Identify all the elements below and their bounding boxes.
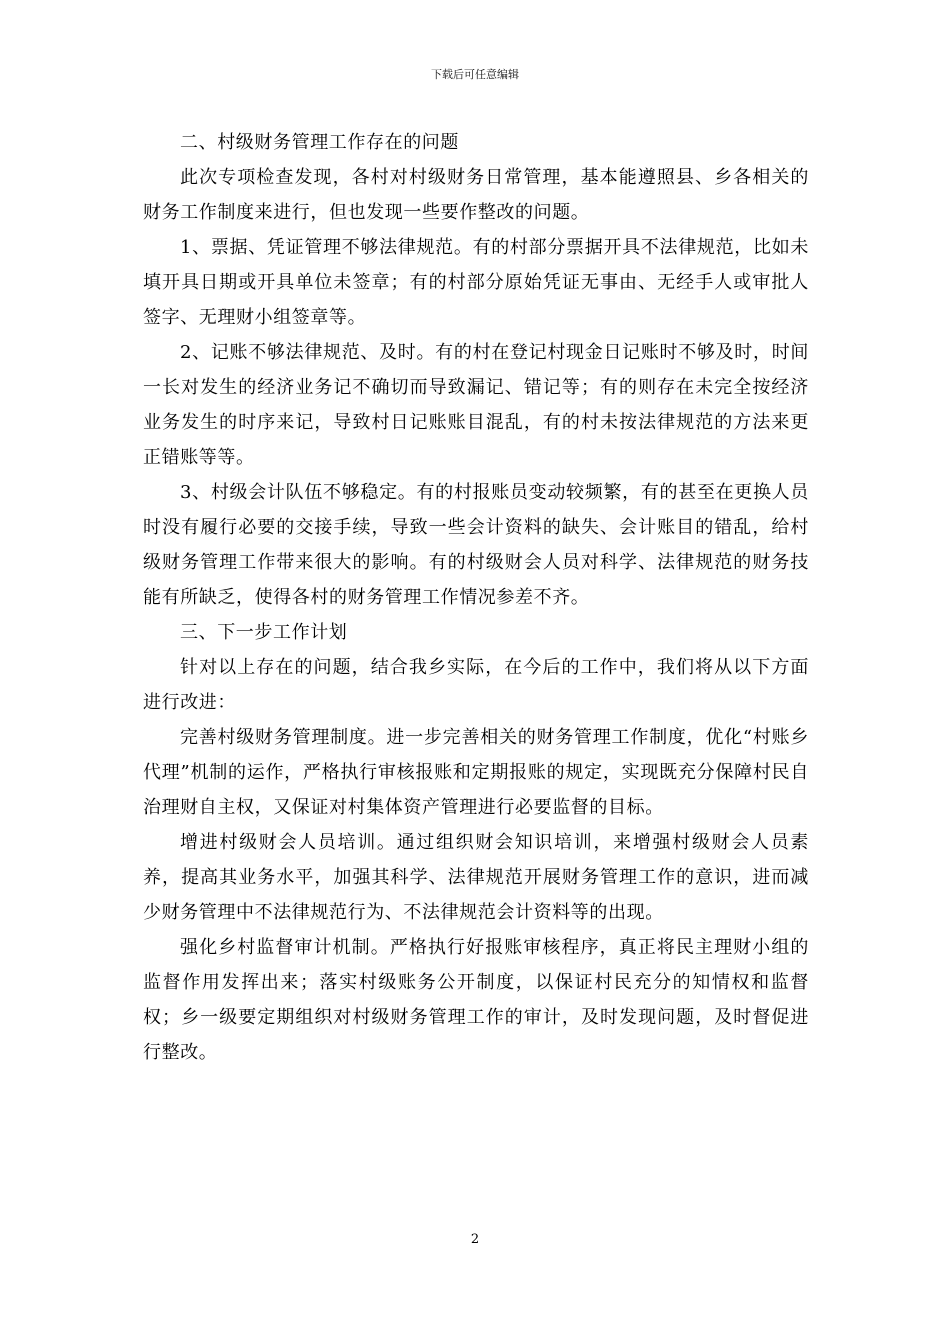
section-heading-problems: 二、村级财务管理工作存在的问题	[180, 132, 459, 153]
section-heading-next-steps: 三、下一步工作计划	[180, 622, 348, 643]
document-body	[143, 125, 809, 1070]
paragraph-improve-system: 完善村级财务管理制度。进一步完善相关的财务管理工作制度，优化“村账乡代理”机制的运作，严格执行审核报账和定期报账的规定，实现既充分保障村民自治理财自主权，又保证对村集体资产管理进行必要监督的目标。	[143, 727, 809, 818]
paragraph-inspection-findings: 此次专项检查发现，各村对村级财务日常管理，基本能遵照县、乡各相关的财务工作制度来进行，但也发现一些要作整改的问题。	[143, 167, 809, 223]
paragraph-improve-training: 增进村级财会人员培训。通过组织财会知识培训，来增强村级财会人员素养，提高其业务水平，加强其科学、法律规范开展财务管理工作的意识，进而减少财务管理中不法律规范行为、不法律规范会计资料等的出现。	[143, 832, 809, 923]
paragraph-improvement-intro: 针对以上存在的问题，结合我乡实际，在今后的工作中，我们将从以下方面进行改进：	[143, 657, 809, 713]
paragraph-issue-3-staff: 3、村级会计队伍不够稳定。有的村报账员变动较频繁，有的甚至在更换人员时没有履行必要的交接手续，导致一些会计资料的缺失、会计账目的错乱，给村级财务管理工作带来很大的影响。有的村级财会人员对科学、法律规范的财务技能有所缺乏，使得各村的财务管理工作情况参差不齐。	[143, 482, 809, 608]
page-header: 下载后可任意编辑	[431, 68, 519, 81]
paragraph-improve-audit: 强化乡村监督审计机制。严格执行好报账审核程序，真正将民主理财小组的监督作用发挥出来；落实村级账务公开制度，以保证村民充分的知情权和监督权；乡一级要定期组织对村级财务管理工作的审计，及时发现问题，及时督促进行整改。	[143, 937, 809, 1063]
page-number: 2	[470, 1232, 480, 1247]
paragraph-issue-2-bookkeeping: 2、记账不够法律规范、及时。有的村在登记村现金日记账时不够及时，时间一长对发生的经济业务记不确切而导致漏记、错记等；有的则存在未完全按经济业务发生的时序来记，导致村日记账账目混乱，有的村未按法律规范的方法来更正错账等等。	[143, 342, 809, 468]
paragraph-issue-1-receipts: 1、票据、凭证管理不够法律规范。有的村部分票据开具不法律规范，比如未填开具日期或开具单位未签章；有的村部分原始凭证无事由、无经手人或审批人签字、无理财小组签章等。	[143, 237, 809, 328]
